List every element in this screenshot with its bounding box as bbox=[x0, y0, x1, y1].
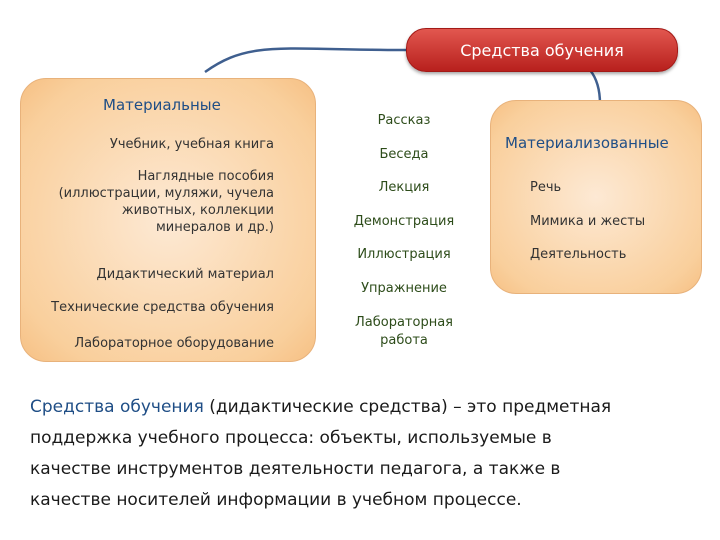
material-item: Наглядные пособия bbox=[137, 169, 274, 184]
material-item: минералов и др.) bbox=[155, 220, 274, 235]
definition-term: Средства обучения bbox=[30, 397, 204, 417]
material-item: Учебник, учебная книга bbox=[109, 137, 274, 152]
definition-line-1 bbox=[30, 392, 700, 423]
material-item: (иллюстрации, муляжи, чучела bbox=[58, 186, 274, 201]
materialized-item: Речь bbox=[530, 180, 562, 195]
definition-line-1-rest: (дидактические средства) – это предметная bbox=[203, 397, 612, 417]
materialized-box bbox=[490, 100, 702, 294]
verbal-item: Рассказ bbox=[377, 113, 431, 128]
materialized-heading: Материализованные bbox=[505, 134, 669, 152]
definition-line-2: поддержка учебного процесса: объекты, используемые в bbox=[30, 428, 552, 448]
verbal-item: Лабораторная bbox=[355, 315, 453, 330]
definition-paragraph bbox=[30, 392, 700, 516]
root-node bbox=[406, 28, 678, 72]
definition-line-3: качестве инструментов деятельности педагога, а также в bbox=[30, 459, 561, 479]
connector-left bbox=[205, 49, 406, 72]
connector-right bbox=[590, 70, 600, 104]
verbal-item: Демонстрация bbox=[353, 214, 455, 229]
material-heading: Материальные bbox=[103, 96, 221, 114]
material-item: Лабораторное оборудование bbox=[74, 336, 274, 351]
materialized-item: Мимика и жесты bbox=[530, 214, 646, 229]
verbal-item: Иллюстрация bbox=[357, 247, 451, 262]
verbal-item: Упражнение bbox=[361, 281, 447, 296]
definition-line-4: качестве носителей информации в учебном процессе. bbox=[30, 490, 522, 510]
verbal-item: работа bbox=[380, 333, 428, 348]
verbal-item: Лекция bbox=[378, 180, 430, 195]
material-item: животных, коллекции bbox=[121, 203, 274, 218]
material-item: Технические средства обучения bbox=[51, 300, 274, 315]
material-item: Дидактический материал bbox=[96, 267, 274, 282]
materialized-item: Деятельность bbox=[530, 247, 627, 262]
root-title: Средства обучения bbox=[460, 40, 624, 60]
verbal-item: Беседа bbox=[379, 147, 429, 162]
